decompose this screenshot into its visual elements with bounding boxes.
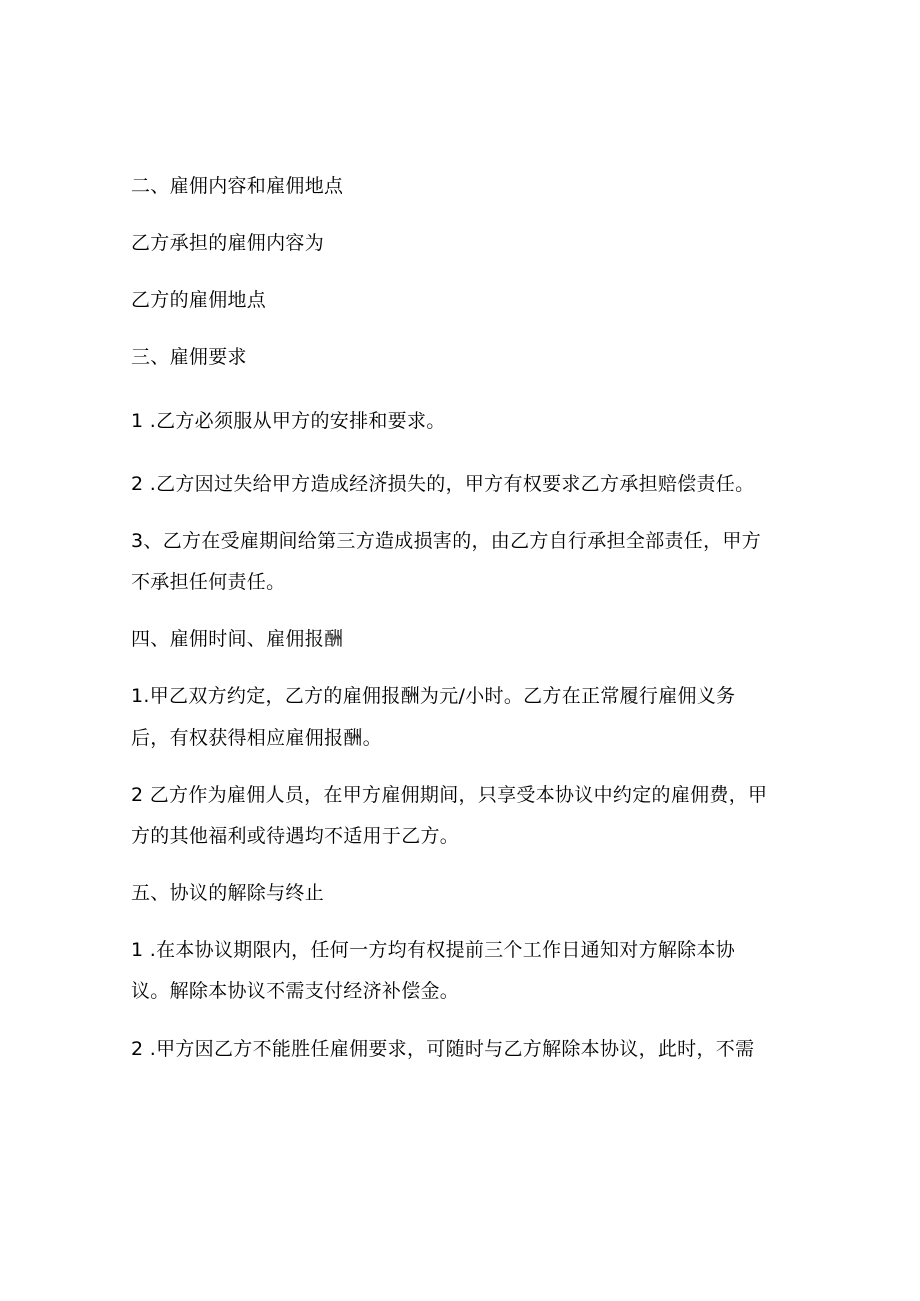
employment-content-line: 乙方承担的雇佣内容为: [131, 232, 325, 254]
pay-item-2-line-2: 方的其他福利或待遇均不适用于乙方。: [131, 825, 460, 847]
termination-item-1-line-1: 1 .在本协议期限内，任何一方均有权提前三个工作日通知对方解除本协: [131, 939, 736, 961]
termination-item-1-line-2: 议。解除本协议不需支付经济补偿金。: [131, 980, 460, 1002]
requirement-item-3-line-1: 3、乙方在受雇期间给第三方造成损害的，由乙方自行承担全部责任，甲方: [131, 530, 761, 552]
section-heading-3: 三、雇佣要求: [131, 346, 247, 368]
section-heading-4: 四、雇佣时间、雇佣报酬: [131, 628, 344, 650]
employment-location-line: 乙方的雇佣地点: [131, 289, 267, 311]
section-heading-5: 五、协议的解除与终止: [131, 882, 325, 904]
pay-item-1-line-1: 1.甲乙双方约定，乙方的雇佣报酬为元/小时。乙方在正常履行雇佣义务: [131, 685, 736, 707]
pay-item-2-line-1: 2 乙方作为雇佣人员，在甲方雇佣期间，只享受本协议中约定的雇佣费，甲: [131, 784, 768, 806]
requirement-item-3-line-2: 不承担任何责任。: [131, 571, 286, 593]
pay-item-1-line-2: 后，有权获得相应雇佣报酬。: [131, 727, 382, 749]
requirement-item-1: 1 .乙方必须服从甲方的安排和要求。: [131, 410, 446, 432]
termination-item-2-line-1: 2 .甲方因乙方不能胜任雇佣要求，可随时与乙方解除本协议，此时，不需: [131, 1038, 755, 1060]
requirement-item-2: 2 .乙方因过失给甲方造成经济损失的，甲方有权要求乙方承担赔偿责任。: [131, 473, 755, 495]
section-heading-2: 二、雇佣内容和雇佣地点: [131, 175, 344, 197]
